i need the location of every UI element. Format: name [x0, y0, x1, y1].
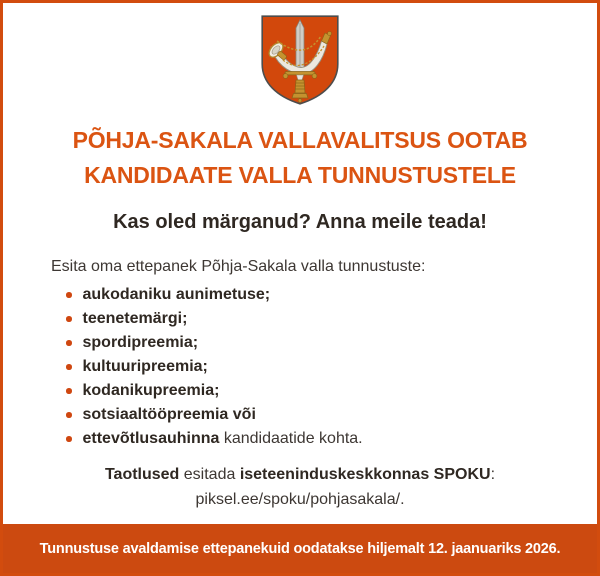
award-list [66, 286, 597, 448]
subheadline: Kas oled märganud? Anna meile teada! [113, 211, 487, 233]
bullet-icon [66, 340, 72, 346]
headline-line1: PÕHJA-SAKALA VALLAVALITSUS OOTAB [72, 127, 528, 153]
sword-grip [295, 80, 305, 93]
list-item: ettevõtlusauhinna kandidaatide kohta. [66, 430, 597, 448]
coat-of-arms-icon [260, 14, 340, 106]
page-title [3, 123, 597, 193]
bullet-icon [66, 388, 72, 394]
headline-line2: KANDIDAATE VALLA TUNNUSTUSTELE [84, 162, 516, 188]
bullet-icon [66, 316, 72, 322]
bullet-icon [66, 436, 72, 442]
bullet-icon [66, 292, 72, 298]
intro-text: Esita oma ettepanek Põhja-Sakala valla tunnustuste: [51, 258, 426, 275]
application-line: Taotlused esitada iseteeninduskeskkonnas SPOKU: [104, 466, 496, 483]
list-item: teenetemärgi; [66, 310, 597, 328]
list-item: kultuuripreemia; [66, 358, 597, 376]
bullet-icon [66, 364, 72, 370]
sword-guard [285, 72, 315, 75]
application-instructions [3, 462, 597, 512]
list-item: spordipreemia; [66, 334, 597, 352]
deadline-text: Tunnustuse avaldamise ettepanekuid oodatakse hiljemalt 12. jaanuariks 2026. [39, 540, 561, 557]
application-url: piksel.ee/spoku/pohjasakala/. [195, 491, 405, 508]
list-item: sotsiaaltööpreemia või [66, 406, 597, 424]
deadline-banner [3, 524, 597, 573]
list-item: aukodaniku aunimetuse; [66, 286, 597, 304]
sword-pommel [292, 94, 308, 99]
bullet-icon [66, 412, 72, 418]
list-item: kodanikupreemia; [66, 382, 597, 400]
